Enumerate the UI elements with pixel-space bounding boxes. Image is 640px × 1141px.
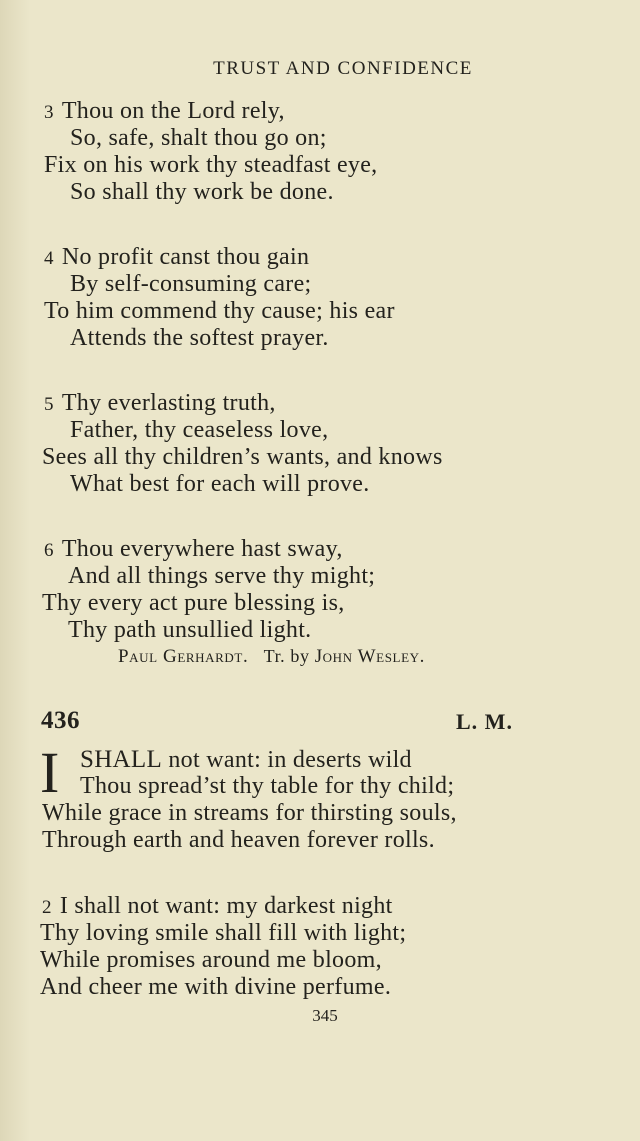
- stanza-6-line-2: And all things serve thy might;: [68, 563, 376, 589]
- stanza-number: 2: [42, 897, 52, 918]
- translation-note: Tr. by: [263, 646, 310, 666]
- stanza-number: 5: [44, 394, 54, 415]
- page-number: 345: [312, 1006, 338, 1025]
- attribution: [118, 646, 425, 668]
- stanza-3-line-2: So, safe, shalt thou go on;: [70, 125, 327, 151]
- hymn-436-line-1: SHALL not want: in deserts wild: [80, 746, 412, 773]
- hymn-number: 436: [41, 707, 80, 734]
- stanza-4-line-3: To him commend thy cause; his ear: [44, 298, 395, 324]
- stanza-5-line-2: Father, thy ceaseless love,: [70, 417, 329, 443]
- stanza-5-line-4: What best for each will prove.: [70, 471, 370, 497]
- stanza-6-line-1: 6 Thou everywhere hast sway,: [44, 536, 343, 562]
- hymn-436-stanza-2-line-4: And cheer me with divine perfume.: [40, 974, 392, 1000]
- translator-name: John Wesley.: [314, 646, 425, 667]
- stanza-5-line-3: Sees all thy children’s wants, and knows: [42, 444, 443, 470]
- hymn-436-line-2: Thou spread’st thy table for thy child;: [80, 773, 455, 799]
- stanza-6-line-3: Thy every act pure blessing is,: [42, 590, 345, 616]
- first-word: SHALL: [80, 746, 163, 773]
- stanza-number: 4: [44, 248, 54, 269]
- stanza-3-line-1: 3 Thou on the Lord rely,: [44, 98, 285, 124]
- stanza-3-line-4: So shall thy work be done.: [70, 179, 334, 205]
- stanza-5-line-1: 5 Thy everlasting truth,: [44, 390, 276, 416]
- hymn-436-line-3: While grace in streams for thirsting souls,: [42, 800, 457, 826]
- hymn-436-stanza-2-line-2: Thy loving smile shall fill with light;: [40, 920, 407, 946]
- hymn-436-stanza-2-line-1: 2 I shall not want: my darkest night: [42, 893, 393, 919]
- drop-cap: I: [40, 740, 60, 805]
- stanza-4-line-4: Attends the softest prayer.: [70, 325, 329, 351]
- hymn-436-stanza-2-line-3: While promises around me bloom,: [40, 947, 382, 973]
- author-name: Paul Gerhardt.: [118, 646, 249, 667]
- stanza-number: 3: [44, 102, 54, 123]
- stanza-4-line-1: 4 No profit canst thou gain: [44, 244, 310, 270]
- hymn-meter: L. M.: [456, 709, 513, 734]
- stanza-4-line-2: By self-consuming care;: [70, 271, 312, 297]
- stanza-6-line-4: Thy path unsullied light.: [68, 617, 312, 643]
- stanza-3-line-3: Fix on his work thy steadfast eye,: [44, 152, 378, 178]
- hymn-436-line-4: Through earth and heaven forever rolls.: [42, 827, 435, 853]
- stanza-number: 6: [44, 540, 54, 561]
- running-head: TRUST AND CONFIDENCE: [213, 58, 473, 79]
